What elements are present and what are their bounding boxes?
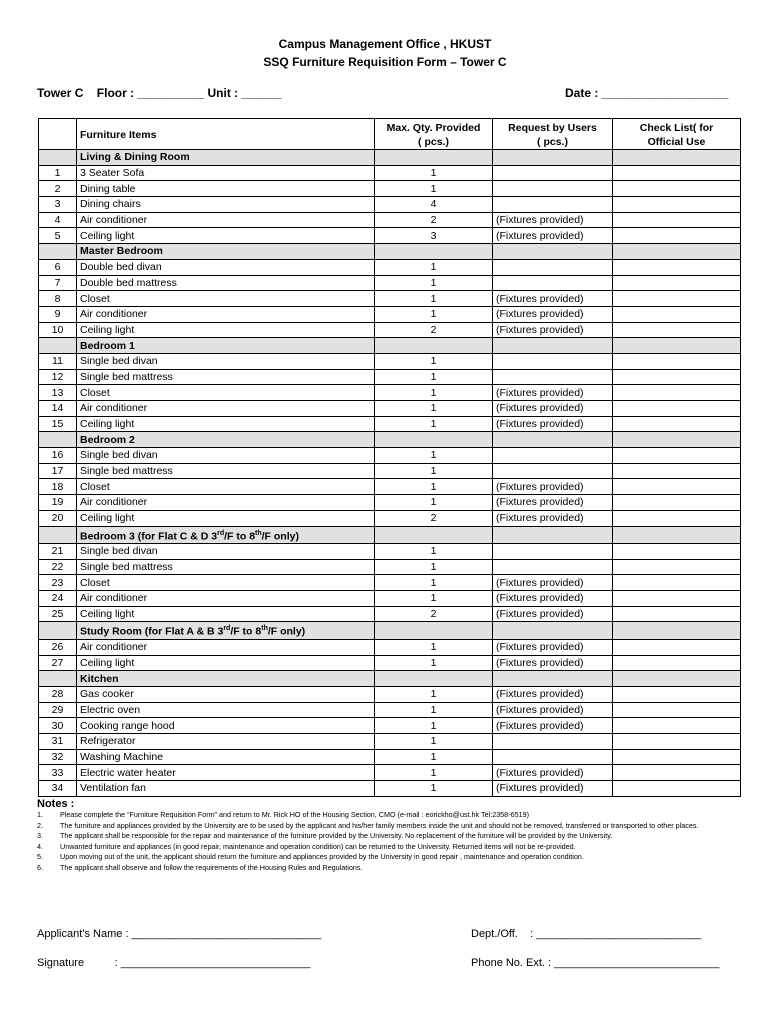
request-cell[interactable] (493, 165, 613, 181)
section-row (39, 432, 741, 448)
section-qty-cell (375, 432, 493, 448)
notes-title: Notes : (37, 798, 75, 810)
item-no: 9 (39, 306, 77, 322)
item-no: 14 (39, 401, 77, 417)
note-number: 5. (37, 852, 43, 861)
check-cell (613, 765, 741, 781)
check-cell (613, 749, 741, 765)
section-qty-cell (375, 338, 493, 354)
phone-ext-field[interactable]: Phone No. Ext. : ___________________________ (471, 957, 720, 969)
form-title: Campus Management Office , HKUST (278, 37, 492, 51)
item-qty: 1 (375, 687, 493, 703)
request-cell[interactable] (493, 463, 613, 479)
item-name: Ceiling light (77, 655, 375, 671)
item-name: Single bed mattress (77, 369, 375, 385)
request-cell[interactable] (493, 749, 613, 765)
item-no: 11 (39, 353, 77, 369)
note-item (37, 863, 747, 874)
item-qty: 1 (375, 401, 493, 417)
request-cell[interactable]: (Fixtures provided) (493, 479, 613, 495)
section-check-cell (613, 432, 741, 448)
item-name: Closet (77, 385, 375, 401)
check-cell (613, 353, 741, 369)
signature-field[interactable]: Signature : _______________________________ (37, 957, 311, 969)
table-row (39, 353, 741, 369)
item-qty: 1 (375, 591, 493, 607)
item-name: Ceiling light (77, 606, 375, 622)
table-row (39, 401, 741, 417)
check-cell (613, 559, 741, 575)
request-cell[interactable] (493, 448, 613, 464)
item-name: 3 Seater Sofa (77, 165, 375, 181)
table-row (39, 734, 741, 750)
note-item (37, 810, 747, 821)
item-qty: 4 (375, 197, 493, 213)
item-qty: 1 (375, 639, 493, 655)
item-no: 22 (39, 559, 77, 575)
section-no-cell (39, 150, 77, 166)
item-no: 29 (39, 702, 77, 718)
item-name: Single bed divan (77, 353, 375, 369)
section-no-cell (39, 338, 77, 354)
item-qty: 2 (375, 510, 493, 526)
item-name: Ceiling light (77, 510, 375, 526)
check-cell (613, 544, 741, 560)
check-cell (613, 639, 741, 655)
col-no (39, 119, 77, 150)
item-qty: 1 (375, 655, 493, 671)
item-name: Double bed divan (77, 259, 375, 275)
section-request-cell (493, 244, 613, 260)
item-name: Dining chairs (77, 197, 375, 213)
section-qty-cell (375, 150, 493, 166)
check-cell (613, 291, 741, 307)
request-cell[interactable]: (Fixtures provided) (493, 606, 613, 622)
check-cell (613, 655, 741, 671)
item-qty: 1 (375, 448, 493, 464)
check-cell (613, 781, 741, 797)
item-qty: 1 (375, 369, 493, 385)
item-no: 4 (39, 212, 77, 228)
section-row (39, 671, 741, 687)
check-cell (613, 416, 741, 432)
check-cell (613, 369, 741, 385)
item-name: Ceiling light (77, 416, 375, 432)
section-request-cell (493, 150, 613, 166)
dept-field[interactable]: Dept./Off. : ___________________________ (471, 928, 702, 940)
item-qty: 1 (375, 765, 493, 781)
col-qty-header: Max. Qty. Provided ( pcs.) (375, 119, 493, 150)
request-cell[interactable]: (Fixtures provided) (493, 385, 613, 401)
item-name: Ventilation fan (77, 781, 375, 797)
item-qty: 1 (375, 385, 493, 401)
request-cell[interactable]: (Fixtures provided) (493, 416, 613, 432)
section-qty-cell (375, 526, 493, 544)
table-row (39, 544, 741, 560)
table-row (39, 591, 741, 607)
section-request-cell (493, 338, 613, 354)
item-qty: 1 (375, 353, 493, 369)
check-cell (613, 448, 741, 464)
item-name: Double bed mattress (77, 275, 375, 291)
item-qty: 1 (375, 463, 493, 479)
item-qty: 1 (375, 259, 493, 275)
table-row (39, 416, 741, 432)
item-qty: 1 (375, 559, 493, 575)
check-cell (613, 197, 741, 213)
item-qty: 1 (375, 181, 493, 197)
check-cell (613, 575, 741, 591)
item-qty: 1 (375, 734, 493, 750)
table-row (39, 495, 741, 511)
item-no: 6 (39, 259, 77, 275)
form-subtitle: SSQ Furniture Requisition Form – Tower C (263, 55, 507, 69)
check-cell (613, 463, 741, 479)
item-name: Air conditioner (77, 591, 375, 607)
item-qty: 1 (375, 749, 493, 765)
item-name: Ceiling light (77, 228, 375, 244)
note-item (37, 821, 747, 832)
item-no: 31 (39, 734, 77, 750)
table-row (39, 718, 741, 734)
item-qty: 2 (375, 212, 493, 228)
check-cell (613, 495, 741, 511)
item-name: Single bed mattress (77, 463, 375, 479)
table-row (39, 639, 741, 655)
item-name: Air conditioner (77, 639, 375, 655)
check-cell (613, 401, 741, 417)
request-cell[interactable]: (Fixtures provided) (493, 702, 613, 718)
item-name: Closet (77, 479, 375, 495)
section-check-cell (613, 150, 741, 166)
date-field[interactable]: Date : ___________________ (565, 86, 729, 100)
item-qty: 2 (375, 322, 493, 338)
item-name: Dining table (77, 181, 375, 197)
table-row (39, 702, 741, 718)
table-row (39, 291, 741, 307)
item-qty: 1 (375, 718, 493, 734)
table-row (39, 655, 741, 671)
check-cell (613, 687, 741, 703)
request-cell[interactable] (493, 559, 613, 575)
table-row (39, 275, 741, 291)
item-name: Electric water heater (77, 765, 375, 781)
item-name: Refrigerator (77, 734, 375, 750)
item-name: Air conditioner (77, 401, 375, 417)
request-cell[interactable]: (Fixtures provided) (493, 212, 613, 228)
section-row (39, 338, 741, 354)
request-cell[interactable]: (Fixtures provided) (493, 291, 613, 307)
item-qty: 1 (375, 702, 493, 718)
table-row (39, 510, 741, 526)
item-name: Cooking range hood (77, 718, 375, 734)
request-cell[interactable]: (Fixtures provided) (493, 655, 613, 671)
note-number: 2. (37, 820, 43, 830)
request-cell[interactable] (493, 259, 613, 275)
item-no: 12 (39, 369, 77, 385)
note-item (37, 842, 747, 853)
check-cell (613, 181, 741, 197)
check-cell (613, 385, 741, 401)
request-cell[interactable] (493, 181, 613, 197)
item-name: Closet (77, 291, 375, 307)
item-no: 18 (39, 479, 77, 495)
request-cell[interactable] (493, 369, 613, 385)
table-row (39, 197, 741, 213)
item-qty: 1 (375, 479, 493, 495)
item-name: Air conditioner (77, 212, 375, 228)
note-number: 4. (37, 841, 43, 851)
item-qty: 3 (375, 228, 493, 244)
item-no: 33 (39, 765, 77, 781)
table-row (39, 369, 741, 385)
table-row (39, 606, 741, 622)
item-no: 1 (39, 165, 77, 181)
check-cell (613, 591, 741, 607)
item-qty: 1 (375, 416, 493, 432)
table-row (39, 687, 741, 703)
item-qty: 1 (375, 544, 493, 560)
request-cell[interactable]: (Fixtures provided) (493, 591, 613, 607)
note-text: The furniture and appliances provided by the University are to be used by the applicant and his/her family members inside the unit and should not be removed, transferred or transported to other places. (60, 820, 699, 830)
item-name: Ceiling light (77, 322, 375, 338)
item-no: 16 (39, 448, 77, 464)
item-no: 24 (39, 591, 77, 607)
table-row (39, 322, 741, 338)
item-name: Closet (77, 575, 375, 591)
request-cell[interactable] (493, 353, 613, 369)
item-qty: 1 (375, 306, 493, 322)
table-row (39, 212, 741, 228)
item-no: 7 (39, 275, 77, 291)
request-cell[interactable] (493, 197, 613, 213)
item-name: Gas cooker (77, 687, 375, 703)
note-number: 6. (37, 862, 43, 872)
section-row (39, 526, 741, 544)
section-name: Bedroom 1 (77, 338, 375, 354)
item-no: 25 (39, 606, 77, 622)
section-check-cell (613, 622, 741, 640)
request-cell[interactable]: (Fixtures provided) (493, 401, 613, 417)
table-row (39, 306, 741, 322)
check-cell (613, 734, 741, 750)
table-row (39, 165, 741, 181)
note-number: 1. (37, 810, 43, 819)
section-request-cell (493, 526, 613, 544)
note-item (37, 852, 747, 863)
request-cell[interactable]: (Fixtures provided) (493, 781, 613, 797)
request-cell[interactable] (493, 275, 613, 291)
note-text: Upon moving out of the unit, the applicant should return the furniture and appliances provided by the University in good repair , maintenance and operation condition. (60, 852, 584, 861)
section-name: Living & Dining Room (77, 150, 375, 166)
request-cell[interactable]: (Fixtures provided) (493, 510, 613, 526)
section-request-cell (493, 671, 613, 687)
request-cell[interactable]: (Fixtures provided) (493, 639, 613, 655)
item-qty: 1 (375, 275, 493, 291)
section-check-cell (613, 338, 741, 354)
table-row (39, 559, 741, 575)
section-check-cell (613, 526, 741, 544)
table-row (39, 259, 741, 275)
check-cell (613, 212, 741, 228)
note-text: Please complete the “Furniture Requisition Form” and return to Mr. Rick HO of the Housing Section, CMO (e-mail : eorickho@ust.hk Tel:2358-6519) (60, 810, 529, 819)
request-cell[interactable]: (Fixtures provided) (493, 322, 613, 338)
check-cell (613, 606, 741, 622)
section-qty-cell (375, 622, 493, 640)
item-no: 13 (39, 385, 77, 401)
item-name: Single bed divan (77, 448, 375, 464)
check-cell (613, 259, 741, 275)
item-no: 23 (39, 575, 77, 591)
section-check-cell (613, 671, 741, 687)
item-no: 34 (39, 781, 77, 797)
item-qty: 2 (375, 606, 493, 622)
item-name: Air conditioner (77, 306, 375, 322)
item-qty: 1 (375, 165, 493, 181)
table-header-row (39, 119, 741, 150)
check-cell (613, 702, 741, 718)
item-no: 21 (39, 544, 77, 560)
item-no: 28 (39, 687, 77, 703)
check-cell (613, 306, 741, 322)
section-check-cell (613, 244, 741, 260)
note-text: The applicant shall be responsible for the repair and maintenance of the furniture provided by the University. No replacement of the furniture will be provided by the University. (60, 831, 613, 840)
request-cell[interactable]: (Fixtures provided) (493, 228, 613, 244)
item-qty: 1 (375, 781, 493, 797)
table-row (39, 781, 741, 797)
col-items-header: Furniture Items (77, 119, 375, 150)
table-row (39, 575, 741, 591)
item-no: 17 (39, 463, 77, 479)
note-number: 3. (37, 831, 43, 840)
section-request-cell (493, 622, 613, 640)
table-row (39, 749, 741, 765)
item-qty: 1 (375, 575, 493, 591)
check-cell (613, 228, 741, 244)
item-no: 8 (39, 291, 77, 307)
request-cell[interactable]: (Fixtures provided) (493, 306, 613, 322)
item-no: 26 (39, 639, 77, 655)
col-check-header: Check List( for Official Use (613, 119, 741, 150)
check-cell (613, 718, 741, 734)
item-name: Electric oven (77, 702, 375, 718)
section-name: Kitchen (77, 671, 375, 687)
section-name: Study Room (for Flat A & B 3rd/F to 8th/F only) (77, 622, 375, 640)
table-row (39, 228, 741, 244)
item-no: 5 (39, 228, 77, 244)
request-cell[interactable]: (Fixtures provided) (493, 495, 613, 511)
furniture-table (38, 118, 741, 797)
request-cell[interactable] (493, 544, 613, 560)
section-name: Bedroom 2 (77, 432, 375, 448)
section-qty-cell (375, 671, 493, 687)
check-cell (613, 479, 741, 495)
section-row (39, 244, 741, 260)
request-cell[interactable]: (Fixtures provided) (493, 765, 613, 781)
request-cell[interactable]: (Fixtures provided) (493, 575, 613, 591)
tower-floor-unit-field[interactable]: Tower C Floor : __________ Unit : ______ (37, 86, 282, 100)
note-item (37, 831, 747, 842)
table-row (39, 181, 741, 197)
table-body (39, 150, 741, 797)
table-row (39, 479, 741, 495)
col-request-header: Request by Users ( pcs.) (493, 119, 613, 150)
item-name: Air conditioner (77, 495, 375, 511)
check-cell (613, 510, 741, 526)
item-qty: 1 (375, 291, 493, 307)
note-text: The applicant shall observe and follow the requirements of the Housing Rules and Regulations. (60, 862, 363, 872)
item-no: 27 (39, 655, 77, 671)
section-qty-cell (375, 244, 493, 260)
item-name: Washing Machine (77, 749, 375, 765)
item-name: Single bed mattress (77, 559, 375, 575)
table-row (39, 385, 741, 401)
table-row (39, 463, 741, 479)
check-cell (613, 275, 741, 291)
section-request-cell (493, 432, 613, 448)
check-cell (613, 165, 741, 181)
section-no-cell (39, 432, 77, 448)
request-cell[interactable] (493, 734, 613, 750)
section-no-cell (39, 671, 77, 687)
item-name: Single bed divan (77, 544, 375, 560)
section-name: Bedroom 3 (for Flat C & D 3rd/F to 8th/F only) (77, 526, 375, 544)
item-no: 30 (39, 718, 77, 734)
table-row (39, 448, 741, 464)
item-qty: 1 (375, 495, 493, 511)
request-cell[interactable]: (Fixtures provided) (493, 718, 613, 734)
request-cell[interactable]: (Fixtures provided) (493, 687, 613, 703)
item-no: 10 (39, 322, 77, 338)
item-no: 19 (39, 495, 77, 511)
section-row (39, 150, 741, 166)
item-no: 2 (39, 181, 77, 197)
item-no: 32 (39, 749, 77, 765)
item-no: 3 (39, 197, 77, 213)
item-no: 20 (39, 510, 77, 526)
section-no-cell (39, 622, 77, 640)
section-row (39, 622, 741, 640)
check-cell (613, 322, 741, 338)
table-row (39, 765, 741, 781)
note-text: Unwanted furniture and appliances (in good repair, maintenance and operation condition) can be returned to the University. Returned items will not be re-provided. (60, 841, 576, 851)
section-no-cell (39, 526, 77, 544)
section-no-cell (39, 244, 77, 260)
item-no: 15 (39, 416, 77, 432)
section-name: Master Bedroom (77, 244, 375, 260)
notes (37, 798, 747, 873)
applicant-name-field[interactable]: Applicant’s Name : _______________________________ (37, 928, 322, 940)
